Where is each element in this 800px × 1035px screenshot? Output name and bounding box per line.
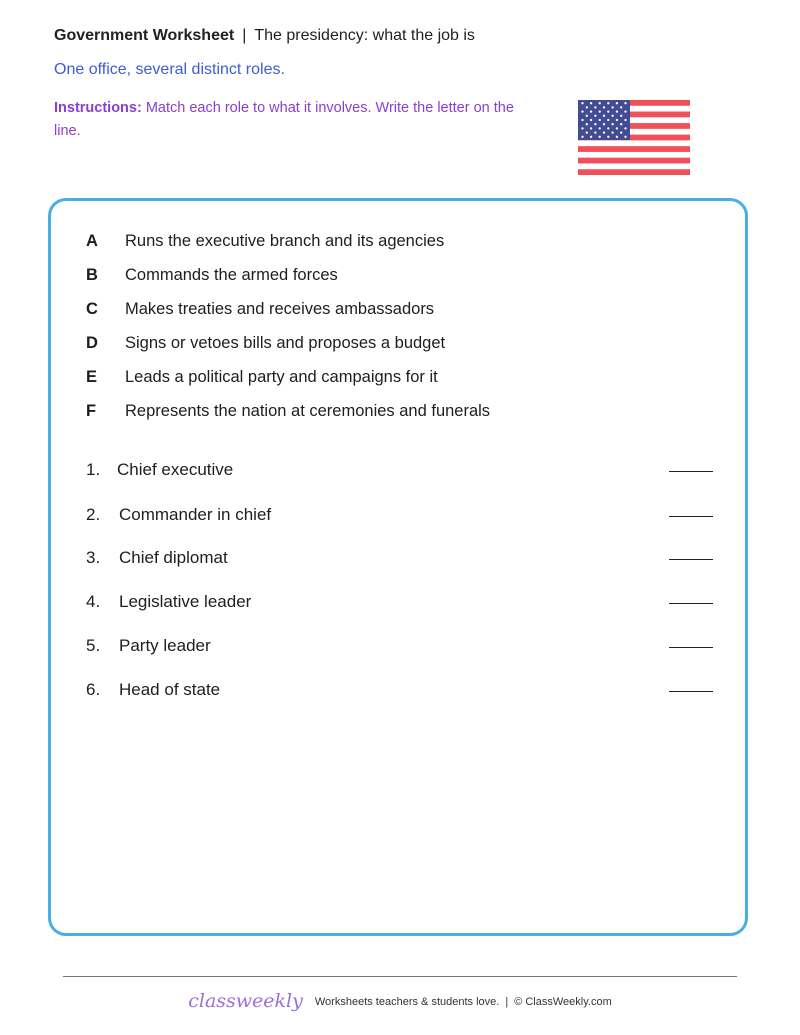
option-letter: C: [86, 300, 98, 318]
role-number: 2.: [86, 505, 101, 524]
role-number: 3.: [86, 548, 101, 567]
option-letter: E: [86, 368, 98, 386]
option-letter: B: [86, 266, 98, 284]
option-text: Commands the armed forces: [125, 266, 338, 284]
option-text: Makes treaties and receives ambassadors: [125, 300, 435, 318]
role-name: Head of state: [119, 680, 221, 699]
footer-divider: [63, 976, 737, 977]
role-number: 5.: [86, 636, 101, 655]
answer-blank[interactable]: [669, 471, 713, 472]
option-text: Runs the executive branch and its agencies: [125, 232, 445, 250]
option-text: Represents the nation at ceremonies and funerals: [125, 402, 491, 420]
instructions-lead: Instructions:: [54, 100, 142, 116]
us-flag-icon: [578, 100, 690, 175]
role-name: Chief executive: [117, 460, 234, 479]
instructions: [54, 97, 534, 143]
option-letter: A: [86, 232, 98, 250]
header-separator: |: [242, 27, 247, 44]
answer-blank[interactable]: [669, 647, 713, 648]
worksheet-subject: Government Worksheet: [54, 27, 235, 44]
instructions-text: Match each role to what it involves. Write the letter on the line.: [54, 100, 514, 139]
worksheet-header: [54, 27, 475, 45]
role-name: Party leader: [119, 636, 211, 655]
role-number: 4.: [86, 592, 101, 611]
option-text: Signs or vetoes bills and proposes a budget: [125, 334, 446, 352]
role-number: 1.: [86, 460, 101, 479]
role-name: Chief diplomat: [119, 548, 228, 567]
answer-blank[interactable]: [669, 516, 713, 517]
role-name: Commander in chief: [119, 505, 272, 524]
classweekly-logo: classweekly: [188, 990, 303, 1012]
option-text: Leads a political party and campaigns for it: [125, 368, 438, 386]
footer-tagline: Worksheets teachers & students love.: [314, 996, 500, 1008]
worksheet-subtitle: One office, several distinct roles.: [54, 61, 285, 78]
answer-blank[interactable]: [669, 559, 713, 560]
role-name: Legislative leader: [119, 592, 252, 611]
option-letter: D: [86, 334, 98, 352]
option-letter: F: [86, 402, 97, 420]
answer-blank[interactable]: [669, 691, 713, 692]
footer-separator: |: [505, 996, 509, 1008]
footer-copyright: © ClassWeekly.com: [514, 996, 612, 1008]
worksheet-topic: The presidency: what the job is: [254, 27, 475, 44]
footer: [0, 990, 800, 1012]
answer-blank[interactable]: [669, 603, 713, 604]
role-number: 6.: [86, 680, 101, 699]
